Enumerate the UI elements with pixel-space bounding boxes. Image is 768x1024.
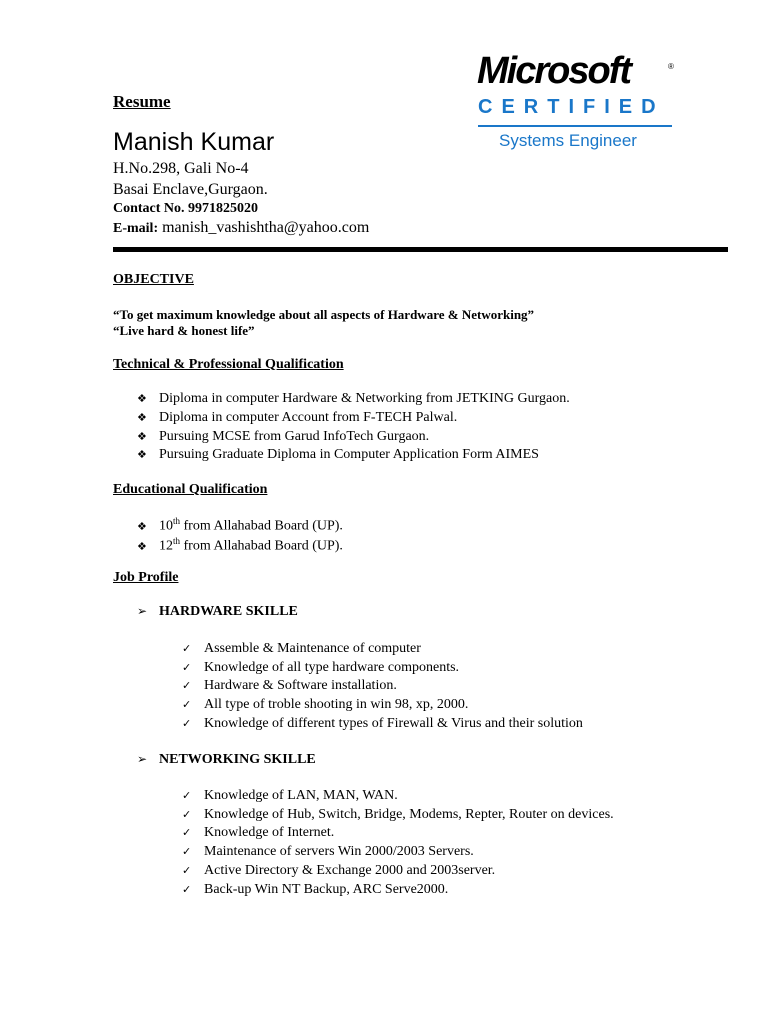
check-icon: ✓ [182, 717, 192, 730]
check-icon: ✓ [182, 845, 192, 858]
objective-line-1: “To get maximum knowledge about all aspects of Hardware & Networking” [113, 307, 535, 322]
address-line-2: Basai Enclave,Gurgaon. [113, 181, 268, 198]
list-item: ✓ Knowledge of Hub, Switch, Bridge, Modems, Repter, Router on devices. [182, 807, 614, 822]
check-icon: ✓ [182, 808, 192, 821]
logo-registered: ® [668, 62, 674, 71]
candidate-name: Manish Kumar [113, 128, 275, 156]
address-line-1: H.No.298, Gali No-4 [113, 160, 249, 177]
arrow-bullet-icon: ➢ [137, 604, 148, 618]
check-icon: ✓ [182, 789, 192, 802]
resume-title: Resume [113, 92, 171, 111]
list-item: ❖ Pursuing MCSE from Garud InfoTech Gurgaon. [137, 429, 430, 444]
microsoft-certified-logo [475, 52, 680, 157]
list-item: ✓ Hardware & Software installation. [182, 678, 397, 693]
list-item: ❖ Diploma in computer Account from F-TECH Palwal. [137, 410, 458, 425]
list-item: ✓ Knowledge of Internet. [182, 825, 335, 840]
list-item: ❖ Pursuing Graduate Diploma in Computer Application Form AIMES [137, 447, 539, 462]
check-icon: ✓ [182, 698, 192, 711]
objective-heading: OBJECTIVE [113, 272, 194, 287]
check-icon: ✓ [182, 864, 192, 877]
diamond-bullet-icon: ❖ [137, 539, 147, 553]
list-item: ❖ 12th from Allahabad Board (UP). [137, 536, 343, 554]
hardware-skill-heading: ➢ HARDWARE SKILLE [137, 604, 298, 619]
diamond-bullet-icon: ❖ [137, 448, 147, 461]
email-line [113, 219, 369, 237]
check-icon: ✓ [182, 679, 192, 692]
list-item: ✓ Active Directory & Exchange 2000 and 2003server. [182, 863, 496, 878]
logo-divider [478, 125, 672, 127]
list-item: ✓ Knowledge of different types of Firewall & Virus and their solution [182, 716, 583, 731]
list-item: ✓ Back-up Win NT Backup, ARC Serve2000. [182, 882, 449, 897]
logo-subtitle: Systems Engineer [499, 131, 637, 150]
check-icon: ✓ [182, 661, 192, 674]
technical-heading: Technical & Professional Qualification [113, 357, 344, 372]
list-item: ✓ Maintenance of servers Win 2000/2003 Servers. [182, 844, 474, 859]
education-heading: Educational Qualification [113, 482, 268, 497]
email-address: manish_vashishtha@yahoo.com [162, 219, 370, 236]
list-item: ❖ Diploma in computer Hardware & Networking from JETKING Gurgaon. [137, 391, 570, 406]
list-item: ✓ Assemble & Maintenance of computer [182, 641, 421, 656]
list-item: ✓ Knowledge of LAN, MAN, WAN. [182, 788, 398, 803]
check-icon: ✓ [182, 883, 192, 896]
logo-brand: Microsoft [477, 50, 630, 92]
check-icon: ✓ [182, 826, 192, 839]
list-item: ❖ 10th from Allahabad Board (UP). [137, 516, 343, 534]
contact-number: Contact No. 9971825020 [113, 201, 259, 216]
diamond-bullet-icon: ❖ [137, 392, 147, 405]
email-label: E-mail: [113, 221, 159, 236]
diamond-bullet-icon: ❖ [137, 411, 147, 424]
logo-certified: CERTIFIED [478, 96, 665, 118]
networking-skill-heading: ➢ NETWORKING SKILLE [137, 752, 316, 767]
header-rule [113, 247, 728, 252]
diamond-bullet-icon: ❖ [137, 430, 147, 443]
list-item: ✓ Knowledge of all type hardware components. [182, 660, 460, 675]
job-profile-heading: Job Profile [113, 570, 179, 585]
diamond-bullet-icon: ❖ [137, 519, 147, 533]
check-icon: ✓ [182, 642, 192, 655]
list-item: ✓ All type of troble shooting in win 98, xp, 2000. [182, 697, 469, 712]
objective-line-2: “Live hard & honest life” [113, 323, 255, 338]
arrow-bullet-icon: ➢ [137, 752, 148, 766]
